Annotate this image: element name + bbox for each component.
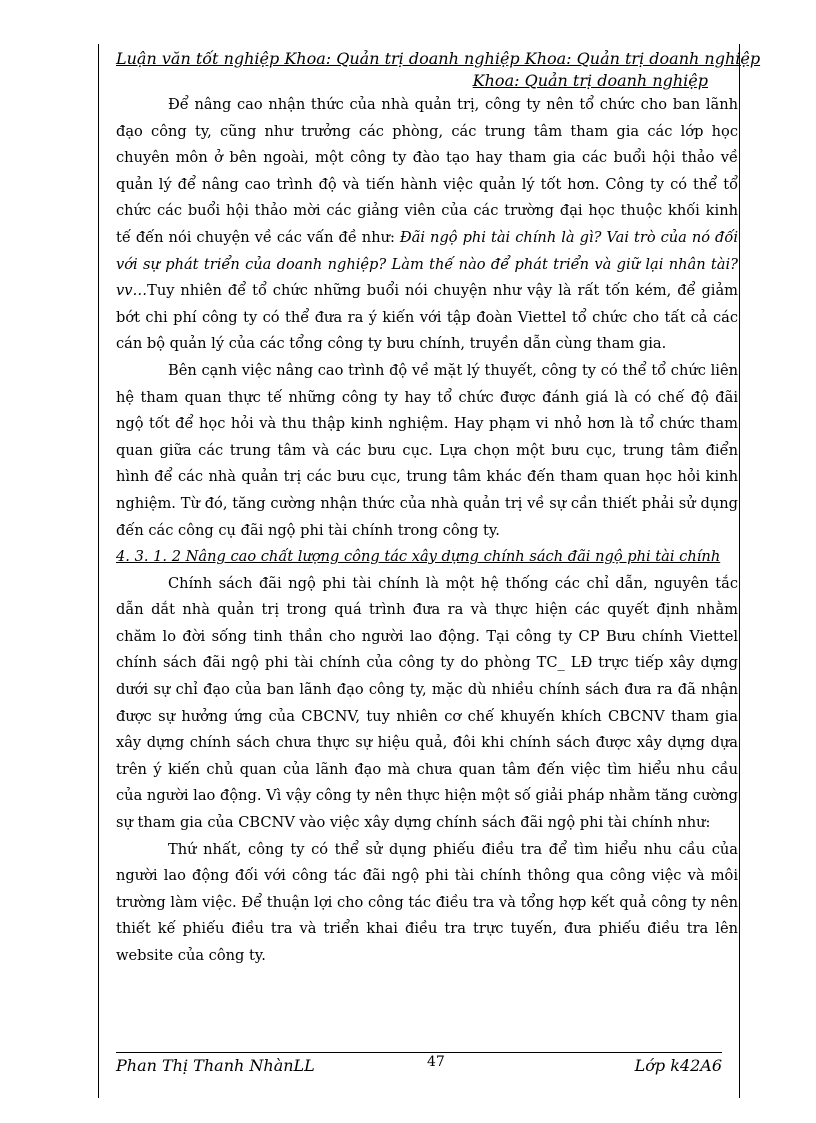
paragraph-1-rest: Tuy nhiên để tổ chức những buổi nói chuyện như vậy là rất tốn kém, để giảm bớt chi phí công ty có thể đưa ra ý kiến với tập đoàn Viettel tổ chức cho tất cả các cán bộ quản lý của các tổng công ty bưu chính, truyền dẫn cùng tham gia. <box>116 282 738 353</box>
document-body <box>116 92 738 970</box>
page-header <box>116 48 761 92</box>
paragraph-1-italic-questions: Đãi ngộ phi tài chính là gì? Vai trò của nó đối với sự phát triển của doanh nghiệp? Làm thế nào để phát triển và giữ lại nhân tài? vv… <box>116 228 738 300</box>
page-number: 47 <box>427 1054 445 1070</box>
paragraph-3: Chính sách đãi ngộ phi tài chính là một hệ thống các chỉ dẫn, nguyên tắc dẫn dắt nhà quản trị trong quá trình đưa ra và thực hiện các quyết định nhằm chăm lo đời sống tinh thần cho người lao động. Tại công ty CP Bưu chính Viettel chính sách đãi ngộ phi tài chính của công ty do phòng TC_ LĐ trực tiếp xây dựng dưới sự chỉ đạo của ban lãnh đạo công ty, mặc dù nhiều chính sách đưa ra đã nhận được sự hưởng ứng của CBCNV, tuy nhiên cơ chế khuyến khích CBCNV tham gia xây dựng chính sách chưa thực sự hiệu quả, đôi khi chính sách được xây dựng dựa trên ý kiến chủ quan của lãnh đạo mà chưa quan tâm đến việc tìm hiểu nhu cầu của người lao động. Vì vậy công ty nên thực hiện một số giải pháp nhằm tăng cường sự tham gia của CBCNV vào việc xây dựng chính sách đãi ngộ phi tài chính như: <box>116 574 738 832</box>
header-line-1: Luận văn tốt nghiệp Khoa: Quản trị doanh nghiệp Khoa: Quản trị doanh nghiệp <box>116 49 761 68</box>
paragraph-2: Bên cạnh việc nâng cao trình độ về mặt lý thuyết, công ty có thể tổ chức liên hệ tham quan thực tế những công ty hay tổ chức được đánh giá là có chế độ đãi ngộ tốt để học hỏi và thu thập kinh nghiệm. Hay phạm vi nhỏ hơn là tổ chức tham quan giữa các trung tâm và các bưu cục. Lựa chọn một bưu cục, trung tâm điển hình để các nhà quản trị các bưu cục, trung tâm khác đến tham quan học hỏi kinh nghiệm. Từ đó, tăng cường nhận thức của nhà quản trị về sự cần thiết phải sử dụng đến các công cụ đãi ngộ phi tài chính trong công ty. <box>116 361 738 539</box>
header-line-2: Khoa: Quản trị doanh nghiệp <box>472 71 708 90</box>
footer-author: Phan Thị Thanh NhànLL <box>116 1056 315 1075</box>
paragraph-1-intro: Để nâng cao nhận thức của nhà quản trị, công ty nên tổ chức cho ban lãnh đạo công ty, cũng như trưởng các phòng, các trung tâm tham gia các lớp học chuyên môn ở bên ngoài, một công ty đào tạo hay tham gia các buổi hội thảo về quản lý để nâng cao trình độ và tiến hành việc quản lý tốt hơn. Công ty có thể tổ chức các buổi hội thảo mời các giảng viên của các trường đại học thuộc khối kinh tế đến nói chuyện về các vấn đề như: <box>116 96 738 246</box>
paragraph-1 <box>116 92 738 358</box>
footer-class-code: Lớp k42A6 <box>634 1056 722 1075</box>
section-heading: 4. 3. 1. 2 Nâng cao chất lượng công tác xây dựng chính sách đãi ngộ phi tài chính <box>116 548 721 566</box>
page-footer <box>116 1056 722 1080</box>
paragraph-4: Thứ nhất, công ty có thể sử dụng phiếu điều tra để tìm hiểu nhu cầu của người lao động đối với công tác đãi ngộ phi tài chính thông qua công việc và môi trường làm việc. Để thuận lợi cho công tác điều tra và tổng hợp kết quả công ty nên thiết kế phiếu điều tra và triển khai điều tra trực tuyến, đưa phiếu điều tra lên website của công ty. <box>116 840 738 964</box>
footer-divider <box>116 1052 722 1053</box>
